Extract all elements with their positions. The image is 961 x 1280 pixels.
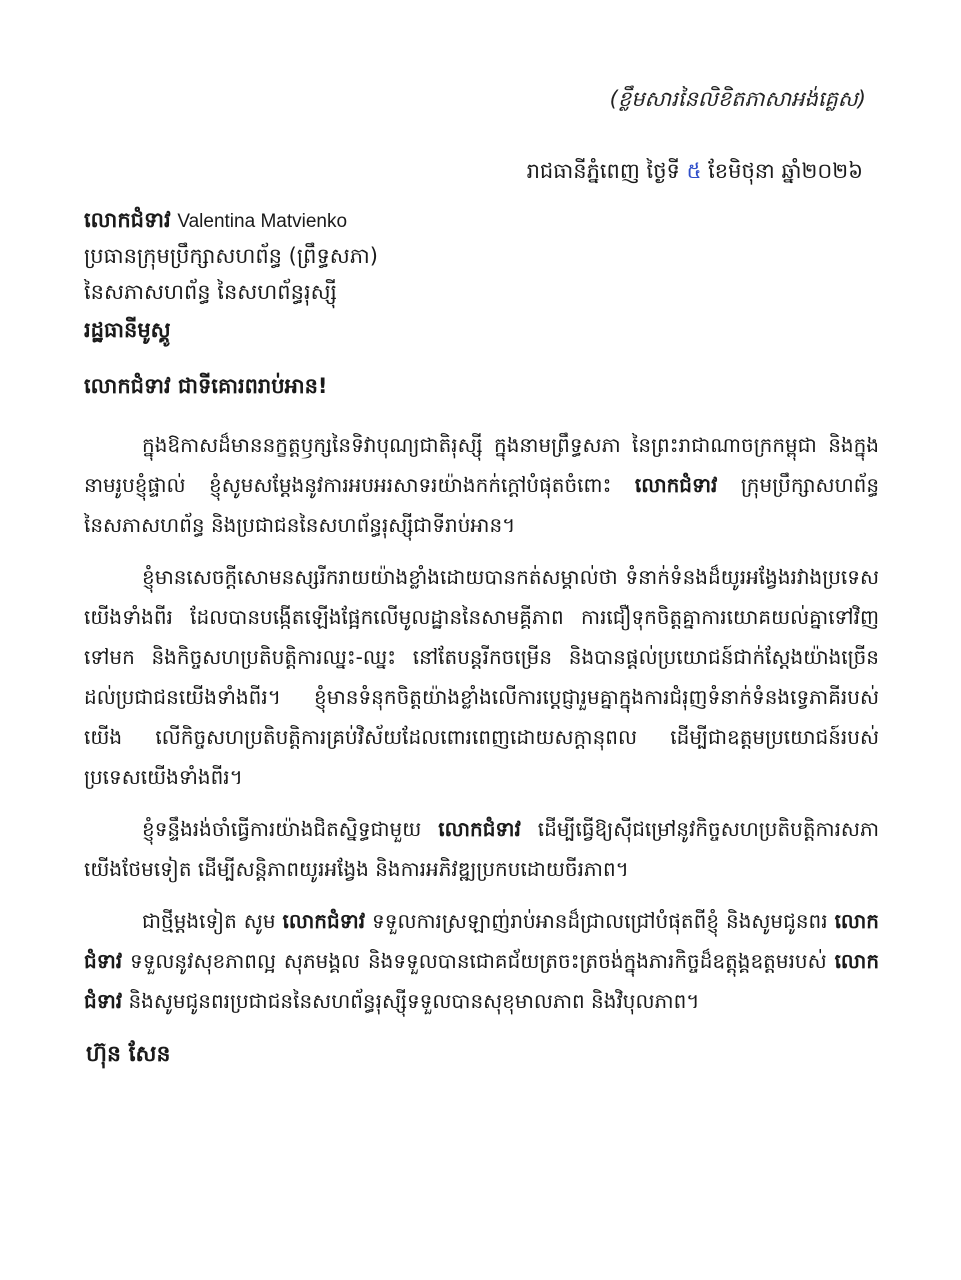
p4-bold-title-2: លោកជំទាវ	[84, 909, 879, 973]
recipient-block	[84, 202, 884, 348]
p3-bold-title: លោកជំទាវ	[438, 817, 521, 841]
p1-text-a: ក្នុងឱកាសដ៏មាននក្ខត្តឫក្សនៃទិវាបុណ្យជាតិរុស្ស៊ី ក្នុងនាមព្រឹទ្ធសភា នៃព្រះរាជាណាចក្រកម្ពុជា និងក្នុងនាមរូបខ្ញុំផ្ទាល់ ខ្ញុំសូមសម្តែងនូវការអបអរសាទរយ៉ាងកក់ក្តៅបំផុតចំពោះ	[84, 433, 879, 497]
salutation: លោកជំទាវ ជាទីគោរពរាប់អាន!	[84, 374, 328, 398]
p3-text-c: ដើម្បីធ្វើឱ្យស៊ីជម្រៅនូវកិច្ចសហប្រតិបត្តិការសភាយើងថែមទៀត ដើម្បីសន្តិភាពយូរអង្វែង និងការអភិវឌ្ឍប្រកបដោយចីរភាព។	[84, 817, 880, 881]
p4-text-d: ទទួលនូវសុខភាពល្អ សុភមង្គល និងទទួលបានជោគជ័យត្រចះត្រចង់ក្នុងភារកិច្ចដ៏ឧត្តុង្គឧត្តមរបស់	[130, 949, 827, 973]
translation-note: (ខ្លឹមសារនៃលិខិតភាសាអង់គ្លេស)	[609, 87, 866, 111]
recipient-title: លោកជំទាវ	[84, 208, 171, 232]
p1-bold-title: លោកជំទាវ	[634, 473, 718, 497]
p4-text-c: ទទួលការស្រឡាញ់រាប់អានដ៏ជ្រាលជ្រៅបំផុតពីខ្ញុំ និងសូមជូនពរ	[372, 909, 828, 933]
recipient-city: រដ្ឋធានីមូស្គូ	[84, 318, 171, 342]
paragraph-4	[84, 901, 879, 1021]
recipient-name-line	[84, 202, 884, 238]
recipient-position: ប្រធានក្រុមប្រឹក្សាសហព័ន្ធ (ព្រឹទ្ធសភា)	[84, 244, 378, 268]
p3-text-a: ខ្ញុំទន្ទឹងរង់ចាំធ្វើការយ៉ាងជិតស្និទ្ធជាមួយ	[142, 817, 422, 841]
paragraph-1	[84, 425, 879, 545]
date-line	[527, 158, 863, 189]
recipient-name: Valentina Matvienko	[177, 211, 348, 232]
date-suffix: ខែមិថុនា ឆ្នាំ២០២៦	[708, 159, 863, 183]
p4-bold-title-3: លោកជំទាវ	[84, 949, 880, 1013]
letter-body	[84, 425, 879, 1033]
recipient-institution: នៃសភាសហព័ន្ធ នៃសហព័ន្ធរុស្ស៊ី	[84, 280, 337, 304]
paragraph-2: ខ្ញុំមានសេចក្តីសោមនស្សរីករាយយ៉ាងខ្លាំងដោយបានកត់សម្គាល់ថា ទំនាក់ទំនងដ៏យូរអង្វែងរវាងប្រទេសយើងទាំងពីរ ដែលបានបង្កើតឡើងផ្អែកលើមូលដ្ឋាននៃសាមគ្គីភាព ការជឿទុកចិត្តគ្នាការយោគយល់គ្នាទៅវិញទៅមក និងកិច្ចសហប្រតិបត្តិការឈ្នះ-ឈ្នះ នៅតែបន្តរីកចម្រើន និងបានផ្តល់ប្រយោជន៍ជាក់ស្តែងយ៉ាងច្រើនដល់ប្រជាជនយើងទាំងពីរ។ ខ្ញុំមានទំនុកចិត្តយ៉ាងខ្លាំងលើការប្តេជ្ញារួមគ្នាក្នុងការជំរុញទំនាក់ទំនងទ្វេភាគីរបស់យើង លើកិច្ចសហប្រតិបត្តិការគ្រប់វិស័យដែលពោរពេញដោយសក្តានុពល ដើម្បីជាឧត្តមប្រយោជន៍របស់ប្រទេសយើងទាំងពីរ។	[84, 565, 879, 789]
p4-text-e: និងសូមជូនពរប្រជាជននៃសហព័ន្ធរុស្ស៊ីទទួលបានសុខុមាលភាព និងវិបុលភាព។	[128, 989, 700, 1013]
date-prefix: រាជធានីភ្នំពេញ ថ្ងៃទី	[526, 159, 680, 183]
date-day: ៥	[686, 159, 702, 183]
p4-text-a: ជាថ្មីម្តងទៀត សូម	[142, 909, 276, 933]
paragraph-3	[84, 809, 879, 889]
signature-name: ហ៊ុន សែន	[86, 1042, 171, 1067]
p1-text-c: ក្រុមប្រឹក្សាសហព័ន្ធ នៃសភាសហព័ន្ធ និងប្រជាជននៃសហព័ន្ធរុស្ស៊ីជាទីរាប់អាន។	[84, 473, 880, 537]
p4-bold-title-1: លោកជំទាវ	[282, 909, 366, 933]
